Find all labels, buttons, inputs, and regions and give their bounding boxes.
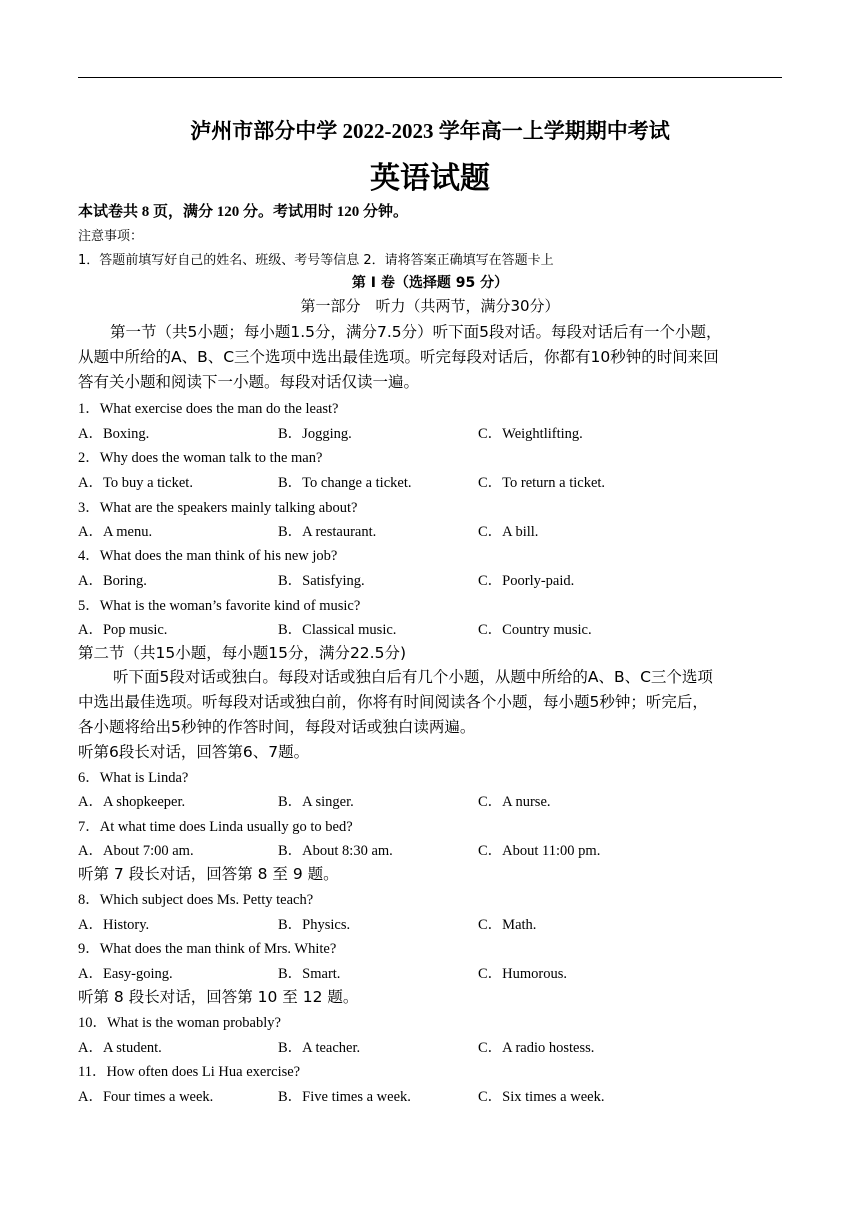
- option-a: A．To buy a ticket.: [78, 475, 193, 491]
- option-b: B．Satisfying.: [278, 573, 365, 589]
- dialog-note: 听第 7 段长对话，回答第 8 至 9 题。: [78, 865, 339, 883]
- option-b: B．Five times a week.: [278, 1089, 411, 1105]
- question-stem: 7．At what time does Linda usually go to bed?: [78, 819, 353, 835]
- option-c: C．About 11:00 pm.: [478, 843, 601, 859]
- option-c: C．Humorous.: [478, 966, 568, 982]
- option-b: B．Classical music.: [278, 622, 397, 638]
- option-a: A．A menu.: [78, 524, 153, 540]
- section2-intro-line: 听下面5段对话或独白。每段对话或独白后有几个小题，从题中所给的A、B、C三个选项: [113, 668, 713, 686]
- option-a: A．A shopkeeper.: [78, 794, 186, 810]
- subject-title: 英语试题: [370, 162, 490, 195]
- option-c: C．Country music.: [478, 622, 592, 638]
- option-b: B．A teacher.: [278, 1040, 361, 1056]
- question-stem: 1．What exercise does the man do the least?: [78, 401, 339, 417]
- section1-intro-line: 答有关小题和阅读下一小题。每段对话仅读一遍。: [78, 373, 420, 391]
- option-c: C．Poorly-paid.: [478, 573, 575, 589]
- option-c: C．A radio hostess.: [478, 1040, 595, 1056]
- option-a: A．Pop music.: [78, 622, 168, 638]
- option-b: B．Physics.: [278, 917, 351, 933]
- section2-intro-line: 各小题将给出5秒钟的作答时间，每段对话或独白读两遍。: [78, 718, 476, 736]
- notice-heading: 注意事项：: [78, 229, 144, 244]
- option-c: C．Weightlifting.: [478, 426, 583, 442]
- question-stem: 9．What does the man think of Mrs. White?: [78, 941, 337, 957]
- question-stem: 8．Which subject does Ms. Petty teach?: [78, 892, 314, 908]
- option-a: A．Boring.: [78, 573, 147, 589]
- option-a: A．A student.: [78, 1040, 162, 1056]
- section2-heading: 第二节（共15小题，每小题15分，满分22.5分): [78, 644, 407, 662]
- option-a: A．About 7:00 am.: [78, 843, 194, 859]
- option-c: C．A bill.: [478, 524, 539, 540]
- section1-intro-line: 第一节（共5小题；每小题1.5分，满分7.5分）听下面5段对话。每段对话后有一个小题，: [110, 323, 722, 341]
- part1-title: 第一部分 听力（共两节，满分30分）: [300, 297, 560, 315]
- option-c: C．A nurse.: [478, 794, 551, 810]
- header-rule: [78, 77, 782, 78]
- option-b: B．A restaurant.: [278, 524, 377, 540]
- notice-text: 1．答题前填写好自己的姓名、班级、考号等信息 2．请将答案正确填写在答题卡上: [78, 253, 554, 268]
- option-a: A．Easy-going.: [78, 966, 173, 982]
- question-stem: 10．What is the woman probably?: [78, 1015, 281, 1031]
- dialog-note: 听第 8 段长对话，回答第 10 至 12 题。: [78, 988, 359, 1006]
- question-stem: 6．What is Linda?: [78, 770, 189, 786]
- exam-title: 泸州市部分中学 2022-2023 学年高一上学期期中考试: [190, 119, 670, 143]
- question-stem: 3．What are the speakers mainly talking about?: [78, 500, 358, 516]
- option-b: B．A singer.: [278, 794, 354, 810]
- option-a: A．Boxing.: [78, 426, 150, 442]
- section2-intro-line: 中选出最佳选项。听每段对话或独白前，你将有时间阅读各个小题，每小题5秒钟；听完后，: [78, 693, 708, 711]
- question-stem: 5．What is the woman’s favorite kind of music?: [78, 598, 361, 614]
- option-a: A．Four times a week.: [78, 1089, 214, 1105]
- option-c: C．Math.: [478, 917, 537, 933]
- question-stem: 4．What does the man think of his new job?: [78, 548, 338, 564]
- option-b: B．Jogging.: [278, 426, 352, 442]
- option-a: A．History.: [78, 917, 150, 933]
- option-b: B．Smart.: [278, 966, 341, 982]
- option-b: B．To change a ticket.: [278, 475, 412, 491]
- option-b: B．About 8:30 am.: [278, 843, 393, 859]
- dialog-note: 听第6段长对话，回答第6、7题。: [78, 743, 310, 761]
- question-stem: 2．Why does the woman talk to the man?: [78, 450, 323, 466]
- question-stem: 11．How often does Li Hua exercise?: [78, 1064, 301, 1080]
- option-c: C．Six times a week.: [478, 1089, 605, 1105]
- section1-intro-line: 从题中所给的A、B、C三个选项中选出最佳选项。听完每段对话后，你都有10秒钟的时间来回: [78, 348, 719, 366]
- volume-title: 第 I 卷（选择题 95 分）: [351, 275, 509, 291]
- exam-info: 本试卷共 8 页，满分 120 分。考试用时 120 分钟。: [78, 204, 409, 220]
- option-c: C．To return a ticket.: [478, 475, 606, 491]
